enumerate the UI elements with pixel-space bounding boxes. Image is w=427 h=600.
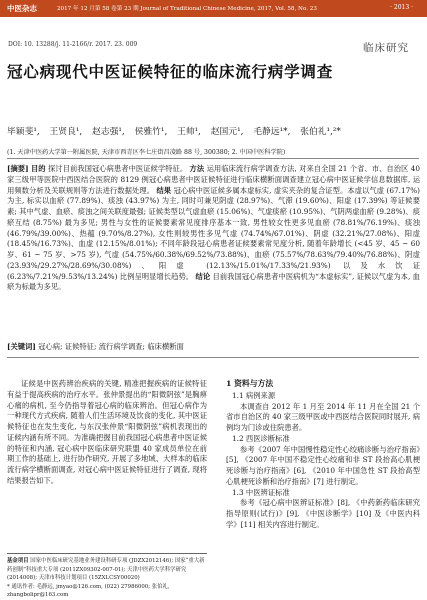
page-number: · 2013 · <box>390 4 413 11</box>
keywords-label: [关键词] <box>7 342 36 351</box>
subheading-case-source: 1.1 病例来源 <box>232 390 276 400</box>
contact-text: * 通讯作者: 毛静远, jmyao@126.com, (022) 27986000; 张伯礼, zhangbolipr@163.com <box>7 583 170 599</box>
subheading-western-criteria: 1.2 西医诊断标准 <box>232 433 290 443</box>
doi: DOI: 10. 13288/j. 11-2166/r. 2017. 23. 009 <box>8 41 138 48</box>
article-title: 冠心病现代中医证候特征的临床流行病学调查 <box>7 62 334 81</box>
objective-label: 目的 <box>30 164 46 173</box>
conclusion-label: 结论 <box>195 271 211 281</box>
footnote-divider <box>7 553 207 554</box>
journal-header-bar <box>0 0 427 17</box>
intro-paragraph: 证候是中医药辨治疾病的关键, 精准把握疾病的证候特征有益于提高疾病的治疗水平。张仲景提出的“阳微阴弦”是胸痹心痛的病机, 至今仍指导着冠心病的临床辨治。但冠心病作为一种现代方式疾病, 随着人们生活环境及饮食的变化, 其中医证候特征也在发生变化, 与东汉张仲景“阳微阴弦”病机表现出的证候内涵有所不同。为准确把握目前我国冠心病患者中医证候的特征和内涵, 冠心病中医临床研究联盟 40 家成员单位在前期工作的基础上, 进行协作研究, 开展了多地域、大样本的临床流行病学横断面调查, 对冠心病中医证候特征进行了调查, 现将结果报告如下。 <box>7 379 207 485</box>
section-label: 临床研究 <box>363 42 409 54</box>
paragraph-tcm-criteria: 参考《冠心病中医辨证标准》[8], 《中药新药临床研究指导原则(试行)》[9], 《中医诊断学》[10] 及《中医内科学》[11] 相关内容进行制定。 <box>226 498 420 529</box>
results-label: 结果 <box>156 185 172 195</box>
abstract-label: [摘要] <box>7 164 29 173</box>
journal-issue: 2017 年 12 月第 58 卷第 23 期 Journal of Traditional Chinese Medicine, 2017, Vol. 58, No. 23 <box>57 6 317 12</box>
authors: 毕颖斐¹, 王贤良¹, 赵志强¹, 侯雅竹¹, 王帅¹, 赵国元¹, 毛静远¹*, 张伯礼¹,²* <box>7 127 341 137</box>
paragraph-western-criteria: 参考《2007 年中国慢性稳定性心绞痛诊断与治疗指南》[5], 《2007 年中国不稳定性心绞痛和非 ST 段抬高心肌梗死诊断与治疗指南》[6], 《2010 年中国急性 ST 段抬高型心肌梗死诊断和治疗指南》[7] 进行制定。 <box>226 444 420 486</box>
methods-label: 方法 <box>189 164 205 173</box>
methods-text: 运用临床流行病学调查方法, 对来自全国 21 个省、市、自治区 40 家三级甲等医院中西医结合医院的 8129 例冠心病患者中医证候特征进行临床横断面调查建立冠心病中医证候学信息数据库, 运用频数分析及关联规则等方法进行数据处理。 <box>7 164 421 195</box>
keywords-text: 冠心病; 证候特征; 流行病学调查; 临床横断面 <box>38 342 184 351</box>
journal-name: 中医杂志 <box>7 4 37 13</box>
results-text: 冠心病中医证候多属本虚标实, 虚实夹杂的复合证型。本虚以气虚 (67.17%) 为主, 标实以血瘀 (77.89%)、痰浊 (43.97%) 为主, 同时可兼见阴虚 (28.97%)、气滞 (19.60%)、阳虚 (17.39%) 等证候要素; 其中气虚、血瘀、痰浊之间关联度最强; 证候类型以气虚血瘀 (15.06%)、气虚痰瘀 (10.95%)、气阴两虚血瘀 (9.28%)、痰瘀互结 (8.75%) 最为多见; 男性与女性的证候要素常见度排序基本一致, 男性较女性更多见血瘀 (78.81%/76.19%)、痰浊 (46.79%/39.00%)、热蕴 (9.70%/8.27%), 女性则较男性多见气虚 (74.74%/67.01%)、阴虚 (32.21%/27.08%)、阳虚 (18.45%/16.73%)、血虚 (12.15%/8.01%); 不同年龄段冠心病患者证候要素常见度分析, 随着年龄增长 (<45 岁、45 ~ 60 岁、61 ~ 75 岁、>75 岁), 气虚 (54.75%/60.38%/69.52%/73.88%)、血瘀 (75.57%/78.63%/79.40%/76.88%)、阴虚 (23.93%/29.27%/28.69%/30.08%)、阳虚 (12.13%/15.01%/17.33%/21.93%) 以及水饮证 (6.23%/7.21%/9.53%/13.24%) 比例呈明显增长趋势。 <box>7 185 421 281</box>
section-heading-methods: 1 资料与方法 <box>226 379 274 388</box>
objective-text: 探讨目前我国冠心病患者中医证候学特征。 <box>47 164 188 173</box>
fund-label: 基金项目 <box>7 558 29 564</box>
methods-column <box>226 379 420 531</box>
keywords-divider <box>7 357 419 358</box>
subheading-tcm-criteria: 1.3 中医辨证标准 <box>232 487 290 497</box>
abstract-divider <box>7 158 419 159</box>
paragraph-case-source: 本调查自 2012 年 1 月至 2014 年 11 月在全国 21 个省市自治区的 40 家三级甲医或中西医结合医院同时展开, 病例均为门诊或住院患者。 <box>226 401 420 432</box>
keywords <box>7 342 420 352</box>
funding-footnote <box>7 557 207 600</box>
conclusion-text: 目前我国冠心病患者中医病机为“本虚标实”, 证候以气虚为本, 血瘀为标最为多见。 <box>7 271 420 292</box>
abstract <box>7 164 420 293</box>
fund-text: 国家中医临床研究基地业务建设科研专项 (JDZX2012146); 国家“重大新药创制”科技重大专项 (2011ZX09302-007-01); 天津中医药大学科学研究 (2014008); 天津市科技计划项目 (15ZXLCSY00020) <box>7 558 205 582</box>
affiliation: (1. 天津中医药大学第一附属医院, 天津市西青区李七庄街昌凌路 88 号, 300380; 2. 中国中医科学院) <box>7 149 286 156</box>
